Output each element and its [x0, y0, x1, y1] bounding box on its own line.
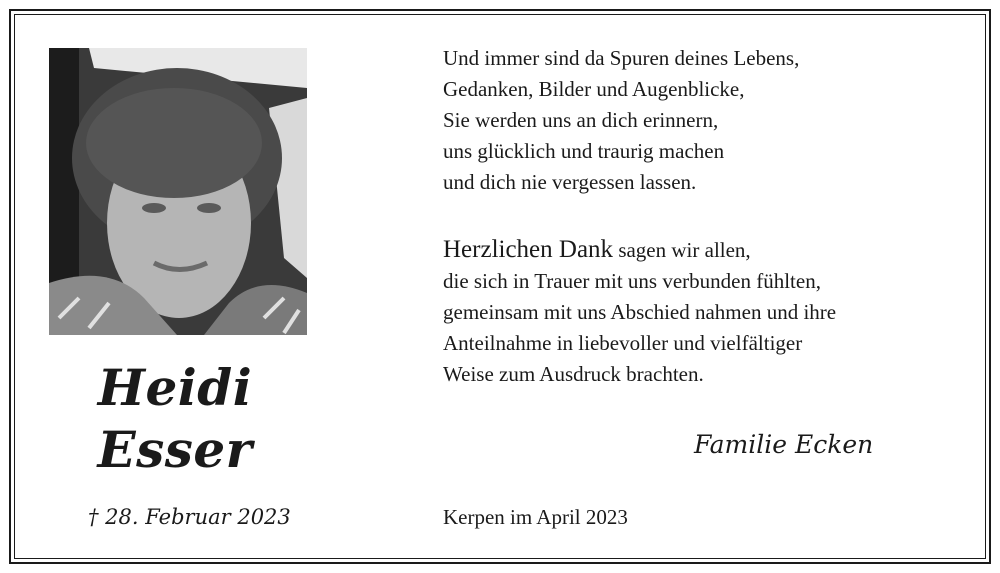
thanks-line: Weise zum Ausdruck brachten.: [443, 362, 704, 386]
poem-line: und dich nie vergessen lassen.: [443, 170, 697, 194]
death-date: † 28. Februar 2023: [88, 505, 291, 529]
poem-line: Sie werden uns an dich erinnern,: [443, 108, 719, 132]
thanks-text: [443, 234, 836, 390]
poem: [443, 43, 799, 198]
poem-line: Gedanken, Bilder und Augenblicke,: [443, 77, 745, 101]
thanks-line: die sich in Trauer mit uns verbunden fühlten,: [443, 269, 821, 293]
thanks-first-line: [443, 234, 836, 266]
thanks-line: gemeinsam mit uns Abschied nahmen und ihre: [443, 300, 837, 324]
deceased-last-name: Esser: [97, 420, 253, 479]
thanks-first-line-rest: sagen wir allen,: [613, 238, 751, 262]
deceased-first-name: Heidi: [97, 358, 253, 417]
poem-line: Und immer sind da Spuren deines Lebens,: [443, 46, 800, 70]
portrait-photo: [49, 48, 307, 335]
thanks-heading: Herzlichen Dank: [443, 236, 614, 263]
place-date: Kerpen im April 2023: [443, 505, 628, 529]
thanks-line: Anteilnahme in liebevoller und vielfältiger: [443, 331, 803, 355]
family-signature: Familie Ecken: [694, 430, 874, 459]
poem-line: uns glücklich und traurig machen: [443, 139, 725, 163]
